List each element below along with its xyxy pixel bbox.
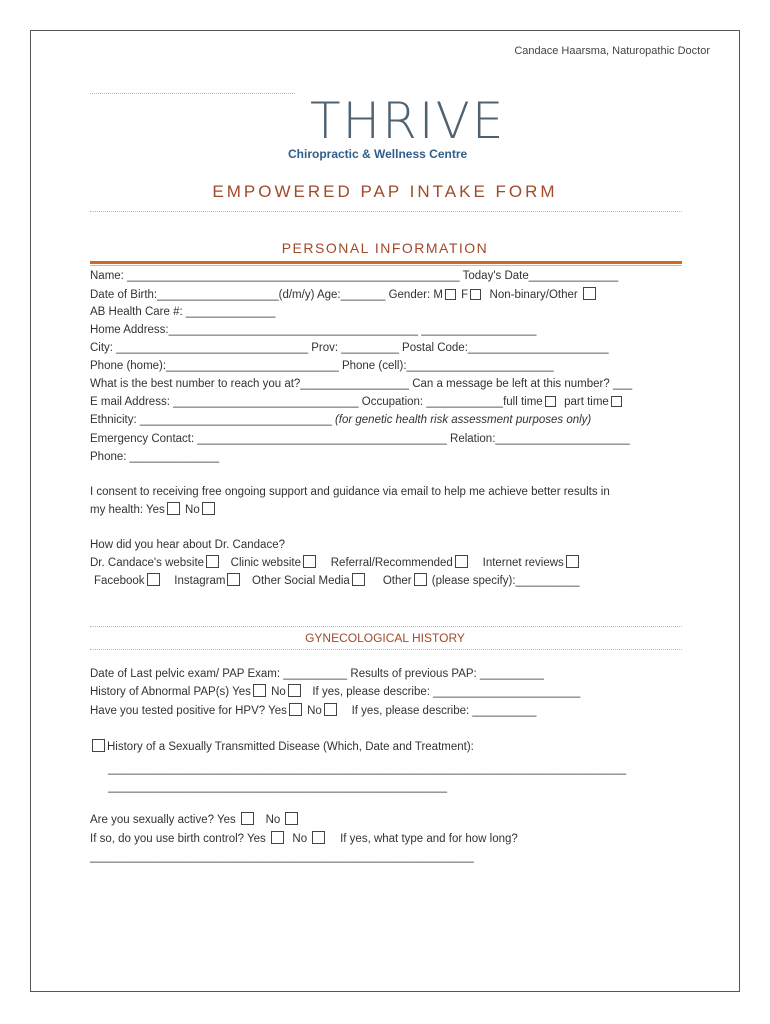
doctor-name: Candace Haarsma, Naturopathic Doctor	[514, 45, 710, 57]
hpv-row	[90, 703, 536, 718]
bc-yes-checkbox[interactable]	[271, 831, 284, 844]
hear-website-checkbox[interactable]	[206, 555, 219, 568]
hpv-yes-checkbox[interactable]	[289, 703, 302, 716]
ethnicity-field[interactable]: Ethnicity: ______________________________	[90, 414, 332, 426]
ethnicity-note: (for genetic health risk assessment purposes only)	[334, 414, 592, 426]
hear-instagram-checkbox[interactable]	[227, 573, 240, 586]
abnormal-describe-field[interactable]: If yes, please describe: _______________________	[312, 686, 581, 698]
hear-social-checkbox[interactable]	[352, 573, 365, 586]
part-time-checkbox[interactable]	[611, 396, 622, 407]
birth-control-row	[90, 831, 518, 846]
section-divider	[90, 265, 682, 266]
address-field[interactable]: Home Address:_______________________________________ __________________	[90, 324, 537, 336]
std-checkbox[interactable]	[92, 739, 105, 752]
city-field[interactable]: City: ______________________________ Prov: _________ Postal Code:______________________	[90, 342, 609, 354]
part-time-label: part time	[564, 396, 609, 408]
thrive-logo: THRIVE	[310, 92, 506, 150]
abnormal-yes-checkbox[interactable]	[253, 684, 266, 697]
email-field[interactable]: E mail Address: _____________________________ Occupation: ____________full time	[90, 396, 543, 408]
divider	[90, 93, 295, 94]
hear-social-label: Other Social Media	[252, 575, 350, 587]
divider	[90, 626, 682, 627]
hear-facebook-checkbox[interactable]	[147, 573, 160, 586]
hear-other-label: Other	[382, 575, 412, 587]
bc-no-label: No	[292, 833, 308, 845]
hear-row-1	[90, 555, 581, 570]
consent-text: I consent to receiving free ongoing support and guidance via email to help me achieve better results in	[90, 486, 610, 498]
hear-reviews-checkbox[interactable]	[566, 555, 579, 568]
section-divider	[90, 261, 682, 264]
active-no-checkbox[interactable]	[285, 812, 298, 825]
bc-yes-label: If so, do you use birth control? Yes	[90, 833, 266, 845]
active-yes-label: Are you sexually active? Yes	[90, 814, 236, 826]
divider	[90, 649, 682, 650]
abnormal-pap-row	[90, 684, 580, 699]
hpv-no-checkbox[interactable]	[324, 703, 337, 716]
gender-nb-checkbox[interactable]	[583, 287, 596, 300]
active-yes-checkbox[interactable]	[241, 812, 254, 825]
hear-specify-field[interactable]: (please specify):__________	[431, 575, 580, 587]
bc-describe-label: If yes, what type and for how long?	[340, 833, 518, 845]
last-exam-field[interactable]: Date of Last pelvic exam/ PAP Exam: __________ Results of previous PAP: __________	[90, 668, 544, 680]
consent-yes-label: my health: Yes	[90, 504, 165, 516]
dob-field[interactable]: Date of Birth:___________________(d/m/y) Age:_______ Gender: M	[90, 289, 443, 301]
gender-f-label: F	[461, 289, 469, 301]
hpv-describe-field[interactable]: If yes, please describe: __________	[351, 705, 537, 717]
active-no-label: No	[265, 814, 281, 826]
abnormal-no-label: No	[271, 686, 286, 698]
consent-no-label: No	[185, 504, 200, 516]
dob-gender-row	[90, 287, 598, 302]
gender-f-checkbox[interactable]	[470, 289, 481, 300]
abnormal-yes-label: History of Abnormal PAP(s) Yes	[90, 686, 251, 698]
sexually-active-row	[90, 812, 300, 827]
personal-info-title: PERSONAL INFORMATION	[281, 240, 489, 256]
bc-answer-line[interactable]: ____________________________________________________________	[90, 851, 474, 863]
email-row	[90, 395, 624, 409]
emergency-field[interactable]: Emergency Contact: _______________________________________ Relation:_____________________	[90, 433, 630, 445]
logo-subtitle: Chiropractic & Wellness Centre	[288, 147, 468, 161]
phone-field[interactable]: Phone (home):___________________________ Phone (cell):_______________________	[90, 360, 554, 372]
name-field[interactable]: Name: ____________________________________________________ Today's Date______________	[90, 270, 619, 282]
form-title: EMPOWERED PAP INTAKE FORM	[212, 182, 558, 201]
hear-clinic-label: Clinic website	[230, 557, 301, 569]
hear-referral-label: Referral/Recommended	[330, 557, 453, 569]
hear-instagram-label: Instagram	[174, 575, 226, 587]
hpv-no-label: No	[307, 705, 322, 717]
gender-m-checkbox[interactable]	[445, 289, 456, 300]
std-answer-line-2[interactable]: _____________________________________________________	[108, 781, 447, 793]
gyn-history-title: GYNECOLOGICAL HISTORY	[305, 631, 465, 645]
hear-referral-checkbox[interactable]	[455, 555, 468, 568]
hear-other-checkbox[interactable]	[414, 573, 427, 586]
divider	[90, 211, 682, 212]
gender-nb-label: Non-binary/Other	[489, 289, 578, 301]
abnormal-no-checkbox[interactable]	[288, 684, 301, 697]
hear-question: How did you hear about Dr. Candace?	[90, 539, 285, 551]
bc-no-checkbox[interactable]	[312, 831, 325, 844]
hear-row-2	[94, 573, 579, 588]
std-label: History of a Sexually Transmitted Disease (Which, Date and Treatment):	[107, 741, 474, 753]
ethnicity-row	[90, 413, 591, 427]
hear-facebook-label: Facebook	[94, 575, 145, 587]
std-answer-line-1[interactable]: _________________________________________________________________________________	[108, 763, 627, 775]
hear-clinic-checkbox[interactable]	[303, 555, 316, 568]
health-card-field[interactable]: AB Health Care #: ______________	[90, 306, 276, 318]
hear-website-label: Dr. Candace's website	[90, 557, 205, 569]
emergency-phone-field[interactable]: Phone: ______________	[90, 451, 220, 463]
consent-yes-checkbox[interactable]	[167, 502, 180, 515]
hear-reviews-label: Internet reviews	[482, 557, 564, 569]
hpv-yes-label: Have you tested positive for HPV? Yes	[90, 705, 287, 717]
std-row	[90, 739, 474, 754]
full-time-checkbox[interactable]	[545, 396, 556, 407]
best-number-field[interactable]: What is the best number to reach you at?_________________ Can a message be left at this number? ___	[90, 378, 633, 390]
consent-no-checkbox[interactable]	[202, 502, 215, 515]
consent-row	[90, 502, 217, 517]
